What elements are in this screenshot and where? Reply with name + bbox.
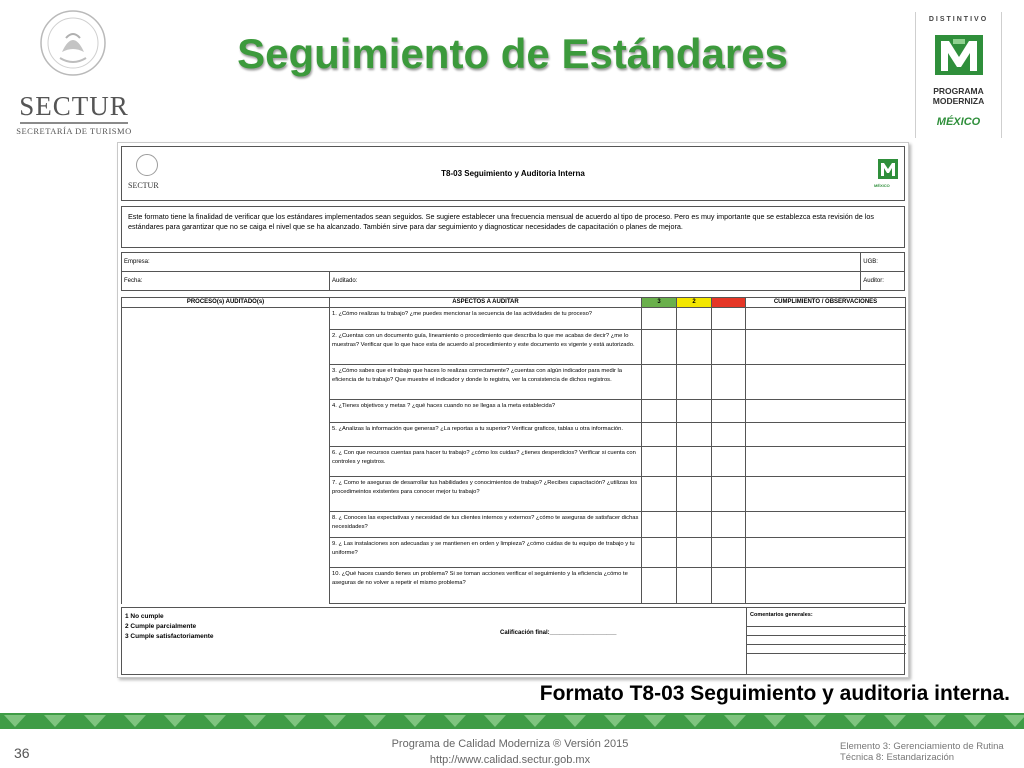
score-cell xyxy=(712,308,746,330)
auditor-field: Auditor: xyxy=(861,272,905,291)
score-cell xyxy=(677,512,712,538)
band-chevron xyxy=(764,715,786,727)
sectur-subtitle: SECRETARÍA DE TURISMO xyxy=(16,126,132,136)
audit-table xyxy=(121,297,906,604)
programa-moderniza-logo xyxy=(915,12,1002,138)
mexico-label: MÉXICO xyxy=(936,116,981,128)
question-7: 7. ¿ Como te aseguras de desarrollar tus habilidades y conocimientos de trabajo? ¿Recibes capacitación? ¿utilizas los procedimeintos existentes para conocer mejor tu trabajo? xyxy=(330,477,642,512)
auditado-field: Auditado: xyxy=(330,272,861,291)
form-header xyxy=(121,146,905,201)
footer-program: Programa de Calidad Moderniza ® Versión 2015 xyxy=(391,738,629,750)
score-cell xyxy=(677,477,712,512)
band-chevron xyxy=(924,715,946,727)
form-info-table xyxy=(121,252,905,291)
score-cell xyxy=(642,512,677,538)
score-legend xyxy=(125,612,214,642)
observaciones-cell xyxy=(746,477,906,512)
col-score-2: 2 xyxy=(677,298,712,308)
question-10: 10. ¿Qué haces cuando tienes un problema? Si se toman acciones verificar el seguimiento y la eficiencia ¿cómo te aseguras de no volver a repetir el mismo problema? xyxy=(330,568,642,604)
question-3: 3. ¿Cómo sabes que el trabajo que haces lo realizas correctamente? ¿cuentas con algún indicador para medir la eficiencia de tu trabajo? Que muestre el indicador y donde lo registra, ver la consistencia de dichos registros. xyxy=(330,365,642,400)
col-cumplimiento: CUMPLIMIENTO / OBSERVACIONES xyxy=(746,298,906,308)
score-cell xyxy=(712,477,746,512)
score-cell xyxy=(712,365,746,400)
proceso-cell xyxy=(122,308,330,604)
moderniza-m-icon xyxy=(933,31,985,77)
distintivo-label: DISTINTIVO xyxy=(928,16,989,23)
footer-center xyxy=(330,736,690,768)
comentarios-box xyxy=(746,608,906,674)
band-chevron xyxy=(844,715,866,727)
band-chevron xyxy=(684,715,706,727)
col-aspectos: ASPECTOS A AUDITAR xyxy=(330,298,642,308)
mexico-seal-logo xyxy=(38,8,108,78)
legend-item: 3 Cumple satisfactoriamente xyxy=(125,633,214,640)
score-cell xyxy=(712,330,746,365)
band-chevron xyxy=(524,715,546,727)
score-cell xyxy=(642,568,677,604)
score-cell xyxy=(677,447,712,477)
col-proceso: PROCESO(s) AUDITADO(s) xyxy=(122,298,330,308)
observaciones-cell xyxy=(746,423,906,447)
observaciones-cell xyxy=(746,330,906,365)
band-chevron xyxy=(324,715,346,727)
score-cell xyxy=(677,568,712,604)
band-chevron xyxy=(284,715,306,727)
page-number: 36 xyxy=(14,745,30,761)
score-cell xyxy=(712,568,746,604)
score-cell xyxy=(642,538,677,568)
question-6: 6. ¿ Con que recursos cuentas para hacer tu trabajo? ¿cómo los cuidas? ¿tienes desperdicios? Verificar si cuenta con controles y registros. xyxy=(330,447,642,477)
band-chevron xyxy=(1004,715,1024,727)
form-footer xyxy=(121,607,905,675)
sectur-logo xyxy=(14,92,134,136)
footer-right xyxy=(840,741,1020,763)
score-cell xyxy=(677,365,712,400)
calificacion-final: Calificación final:____________________ xyxy=(500,630,617,636)
score-cell xyxy=(712,512,746,538)
band-chevron xyxy=(564,715,586,727)
score-cell xyxy=(677,400,712,423)
band-chevron xyxy=(644,715,666,727)
sectur-divider xyxy=(20,122,128,124)
band-chevron xyxy=(164,715,186,727)
band-chevron xyxy=(404,715,426,727)
question-4: 4. ¿Tienes objetivos y metas ? ¿qué haces cuando no se llegas a la meta establecida? xyxy=(330,400,642,423)
score-cell xyxy=(642,423,677,447)
form-sectur-logo: SECTUR xyxy=(128,181,159,190)
observaciones-cell xyxy=(746,538,906,568)
comment-line xyxy=(747,644,906,645)
band-chevron xyxy=(604,715,626,727)
band-chevron xyxy=(84,715,106,727)
ugb-field: UGB: xyxy=(861,253,905,272)
question-5: 5. ¿Analizas la información que generas? ¿La reportas a tu superior? Verificar graficos, tablas u otra información. xyxy=(330,423,642,447)
comment-line xyxy=(747,635,906,636)
band-chevron xyxy=(244,715,266,727)
moderniza-label: MODERNIZA xyxy=(932,96,985,106)
score-cell xyxy=(642,330,677,365)
observaciones-cell xyxy=(746,400,906,423)
score-cell xyxy=(677,308,712,330)
observaciones-cell xyxy=(746,568,906,604)
footer-url: http://www.calidad.sectur.gob.mx xyxy=(429,754,591,766)
score-cell xyxy=(712,447,746,477)
comment-line xyxy=(747,653,906,654)
form-intro: Este formato tiene la finalidad de verificar que los estándares implementados sean seguidos. Se sugiere establecer una frecuencia mensual de acuerdo al tipo de proceso. Pero es muy importante que se establezca esta revisión de los estándares para garantizar que no se caiga el nivel que se ha alcanzado. También sirve para dar seguimiento y diagnosticar necesidades de capacitación o planes de mejora. xyxy=(121,206,905,248)
question-2: 2. ¿Cuentas con un documento guía, lineamiento o procedimiento que describa lo que me acabas de decir? ¿me lo muestras? Verificar que lo que hace esta de acuerdo al procedimiento y este documento es vigente y está autorizado. xyxy=(330,330,642,365)
fecha-field: Fecha: xyxy=(122,272,330,291)
legend-item: 1 No cumple xyxy=(125,613,164,620)
footer-technique: Técnica 8: Estandarización xyxy=(840,752,955,763)
observaciones-cell xyxy=(746,308,906,330)
score-cell xyxy=(712,423,746,447)
observaciones-cell xyxy=(746,447,906,477)
score-cell xyxy=(642,365,677,400)
mini-moderniza-icon xyxy=(878,159,898,179)
footer-element: Elemento 3: Gerenciamiento de Rutina xyxy=(840,741,1004,752)
band-chevron xyxy=(884,715,906,727)
score-cell xyxy=(712,400,746,423)
green-decorative-band xyxy=(0,713,1024,729)
mini-mexico-label: MÉXICO xyxy=(874,183,890,188)
band-chevron xyxy=(364,715,386,727)
table-row xyxy=(122,308,906,330)
legend-item: 2 Cumple parcialmente xyxy=(125,623,197,630)
slide-title: Seguimiento de Estándares xyxy=(237,30,788,77)
score-cell xyxy=(677,538,712,568)
col-score-1: 1 xyxy=(712,298,746,308)
band-chevron xyxy=(204,715,226,727)
programa-label: PROGRAMA xyxy=(933,86,984,96)
score-cell xyxy=(677,423,712,447)
question-1: 1. ¿Cómo realizas tu trabajo? ¿me puedes mencionar la secuencia de las actividades de tu proceso? xyxy=(330,308,642,330)
band-chevron xyxy=(964,715,986,727)
band-chevron xyxy=(484,715,506,727)
band-chevron xyxy=(804,715,826,727)
band-chevron xyxy=(44,715,66,727)
col-score-3: 3 xyxy=(642,298,677,308)
observaciones-cell xyxy=(746,365,906,400)
score-cell xyxy=(642,477,677,512)
score-cell xyxy=(677,330,712,365)
empresa-field: Empresa: xyxy=(122,253,861,272)
score-cell xyxy=(712,538,746,568)
form-document xyxy=(117,142,909,678)
comment-line xyxy=(747,626,906,627)
band-chevron xyxy=(4,715,26,727)
band-chevron xyxy=(444,715,466,727)
comentarios-label: Comentarios generales: xyxy=(750,612,813,618)
question-9: 9. ¿ Las instalaciones son adecuadas y se mantienen en orden y limpieza? ¿cómo cuidas de tu equipo de trabajo y tu uniforme? xyxy=(330,538,642,568)
band-chevron xyxy=(124,715,146,727)
observaciones-cell xyxy=(746,512,906,538)
question-8: 8. ¿ Conoces las expectativas y necesidad de tus clientes internos y externos? ¿cómo te aseguras de satisfacer dichas necesidades? xyxy=(330,512,642,538)
sectur-name: SECTUR xyxy=(19,91,129,121)
score-cell xyxy=(642,447,677,477)
score-cell xyxy=(642,308,677,330)
slide-caption: Formato T8-03 Seguimiento y auditoria interna. xyxy=(539,682,1010,705)
band-chevron xyxy=(724,715,746,727)
form-title: T8-03 Seguimiento y Auditoria Interna xyxy=(441,169,585,178)
score-cell xyxy=(642,400,677,423)
